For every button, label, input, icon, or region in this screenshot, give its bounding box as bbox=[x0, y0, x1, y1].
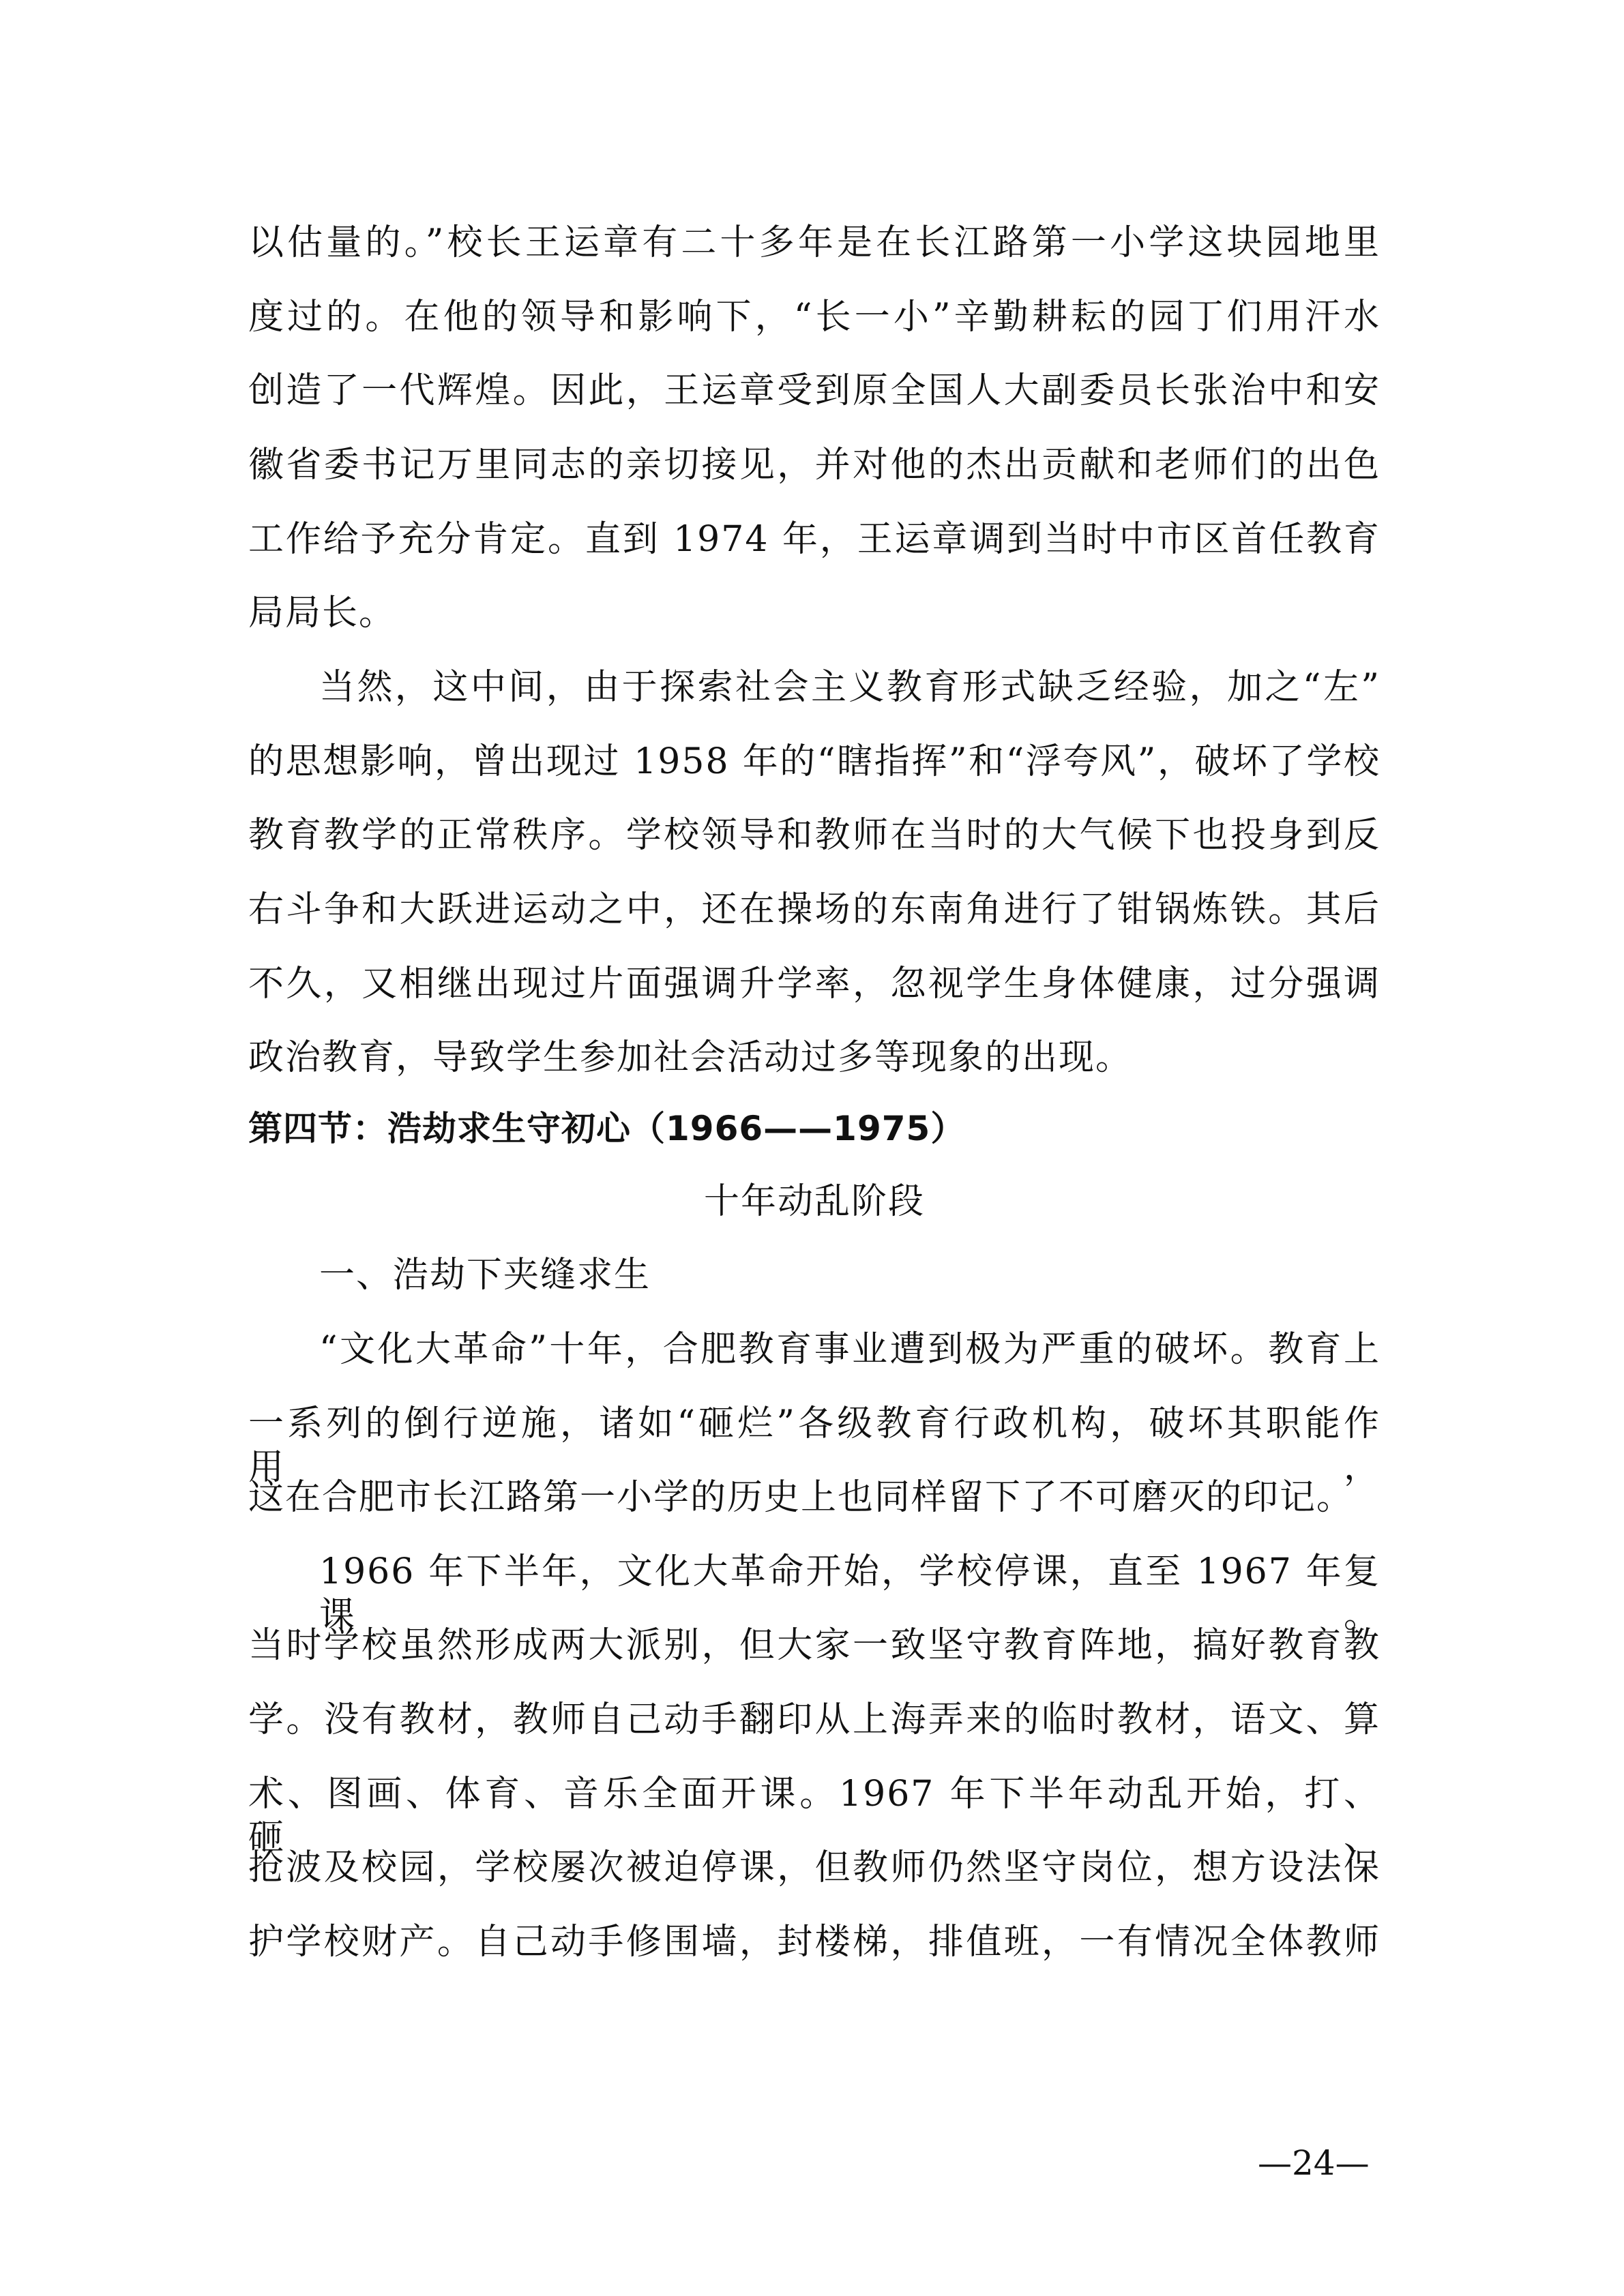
paragraph-line: 不久，又相继出现过片面强调升学率，忽视学生身体健康，过分强调 bbox=[248, 964, 1381, 1004]
paragraph-first-line: 当然，这中间，由于探索社会主义教育形式缺乏经验，加之“左” bbox=[319, 667, 1381, 708]
paragraph-line-last: 局局长。 bbox=[248, 593, 396, 633]
subsection-heading: 一、浩劫下夹缝求生 bbox=[319, 1255, 651, 1296]
paragraph-line: 当时学校虽然形成两大派别，但大家一致坚守教育阵地，搞好教育教 bbox=[248, 1625, 1381, 1666]
paragraph-line: 以估量的。”校长王运章有二十多年是在长江路第一小学这块园地里 bbox=[248, 222, 1381, 263]
paragraph-line-last: 这在合肥市长江路第一小学的历史上也同样留下了不可磨灭的印记。 bbox=[248, 1477, 1354, 1518]
paragraph-line: 一系列的倒行逆施，诸如“砸烂”各级教育行政机构，破坏其职能作用， bbox=[248, 1403, 1381, 1488]
paragraph-line: 学。没有教材，教师自己动手翻印从上海弄来的临时教材，语文、算 bbox=[248, 1699, 1381, 1740]
paragraph-line: 术、图画、体育、音乐全面开课。1967 年下半年动乱开始，打、砸、 bbox=[248, 1774, 1381, 1858]
paragraph-line: 徽省委书记万里同志的亲切接见，并对他的杰出贡献和老师们的出色 bbox=[248, 445, 1381, 486]
paragraph-line: 右斗争和大跃进运动之中，还在操场的东南角进行了钳锅炼铁。其后 bbox=[248, 889, 1381, 930]
paragraph-line: 工作给予充分肯定。直到 1974 年，王运章调到当时中市区首任教育 bbox=[248, 519, 1381, 560]
paragraph-line: 教育教学的正常秩序。学校领导和教师在当时的大气候下也投身到反 bbox=[248, 815, 1381, 856]
paragraph-line: 创造了一代辉煌。因此，王运章受到原全国人大副委员长张治中和安 bbox=[248, 370, 1381, 411]
paragraph-line: 抢波及校园，学校屡次被迫停课，但教师仍然坚守岗位，想方设法保 bbox=[248, 1847, 1381, 1888]
paragraph-first-line: “文化大革命”十年，合肥教育事业遭到极为严重的破坏。教育上 bbox=[319, 1329, 1381, 1370]
paragraph-line: 度过的。在他的领导和影响下，“长一小”辛勤耕耘的园丁们用汗水 bbox=[248, 297, 1381, 338]
section-heading: 第四节：浩劫求生守初心（1966——1975） bbox=[248, 1109, 966, 1148]
paragraph-line-last: 政治教育，导致学生参加社会活动过多等现象的出现。 bbox=[248, 1037, 1133, 1078]
paragraph-first-line: 1966 年下半年，文化大革命开始，学校停课，直至 1967 年复课。 bbox=[319, 1551, 1381, 1636]
page-number: —24— bbox=[1258, 2143, 1370, 2183]
paragraph-line: 的思想影响，曾出现过 1958 年的“瞎指挥”和“浮夸风”，破坏了学校 bbox=[248, 741, 1381, 782]
paragraph-line: 护学校财产。自己动手修围墙，封楼梯，排值班，一有情况全体教师 bbox=[248, 1922, 1381, 1963]
section-subtitle: 十年动乱阶段 bbox=[703, 1181, 925, 1222]
